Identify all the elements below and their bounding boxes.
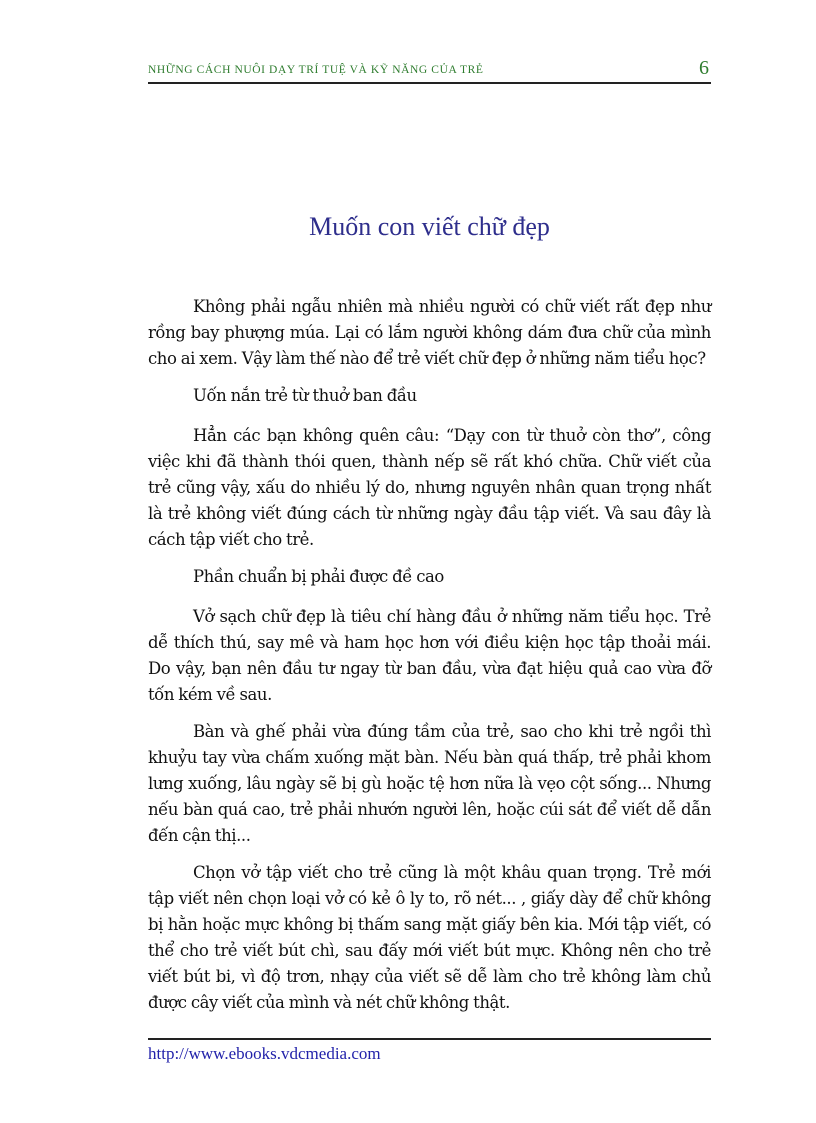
running-header-title: NHỮNG CÁCH NUÔI DẠY TRÍ TUỆ VÀ KỸ NĂNG CỦA TRẺ — [148, 64, 484, 76]
page-header — [148, 58, 711, 84]
paragraph-desk-chair: Bàn và ghế phải vừa đúng tầm của trẻ, sao cho khi trẻ ngồi thì khuỷu tay vừa chấm xuống mặt bàn. Nếu bàn quá thấp, trẻ phải khom lưng xuống, lâu ngày sẽ bị gù hoặc tệ hơn nữa là vẹo cột sống... Nhưng nếu bàn quá cao, trẻ phải nhướn người lên, hoặc cúi sát để viết dễ dẫn đến cận thị... — [148, 722, 711, 845]
page-footer — [148, 1038, 711, 1064]
article-body — [148, 294, 711, 1027]
paragraph-clean-notebook: Vở sạch chữ đẹp là tiêu chí hàng đầu ở những năm tiểu học. Trẻ dễ thích thú, say mê và ham học hơn với điều kiện học tập thoải mái. Do vậy, bạn nên đầu tư ngay từ ban đầu, vừa đạt hiệu quả cao vừa đỡ tốn kém về sau. — [148, 607, 711, 704]
paragraph-habits: Hẳn các bạn không quên câu: “Dạy con từ thuở còn thơ”, công việc khi đã thành thói quen, thành nếp sẽ rất khó chữa. Chữ viết của trẻ cũng vậy, xấu do nhiều lý do, nhưng nguyên nhân quan trọng nhất là trẻ không viết đúng cách từ những ngày đầu tập viết. Và sau đây là cách tập viết cho trẻ. — [148, 426, 711, 549]
subheading-preparation: Phần chuẩn bị phải được đề cao — [193, 567, 444, 586]
paragraph-notebook-pen: Chọn vở tập viết cho trẻ cũng là một khâu quan trọng. Trẻ mới tập viết nên chọn loại vở có kẻ ô ly to, rõ nét... , giấy dày để chữ không bị hằn hoặc mực không bị thấm sang mặt giấy bên kia. Mới tập viết, có thể cho trẻ viết bút chì, sau đấy mới viết bút mực. Không nên cho trẻ viết bút bi, vì độ trơn, nhạy của viết sẽ dễ làm cho trẻ không làm chủ được cây viết của mình và nét chữ không thật. — [148, 863, 711, 1012]
subheading-early-guidance: Uốn nắn trẻ từ thuở ban đầu — [193, 386, 417, 405]
paragraph-intro: Không phải ngẫu nhiên mà nhiều người có chữ viết rất đẹp như rồng bay phượng múa. Lại có lắm người không dám đưa chữ của mình cho ai xem. Vậy làm thế nào để trẻ viết chữ đẹp ở những năm tiểu học? — [148, 297, 711, 368]
article-title: Muốn con viết chữ đẹp — [309, 212, 550, 241]
footer-website-link[interactable]: http://www.ebooks.vdcmedia.com — [148, 1044, 381, 1063]
page-number: 6 — [699, 57, 709, 79]
